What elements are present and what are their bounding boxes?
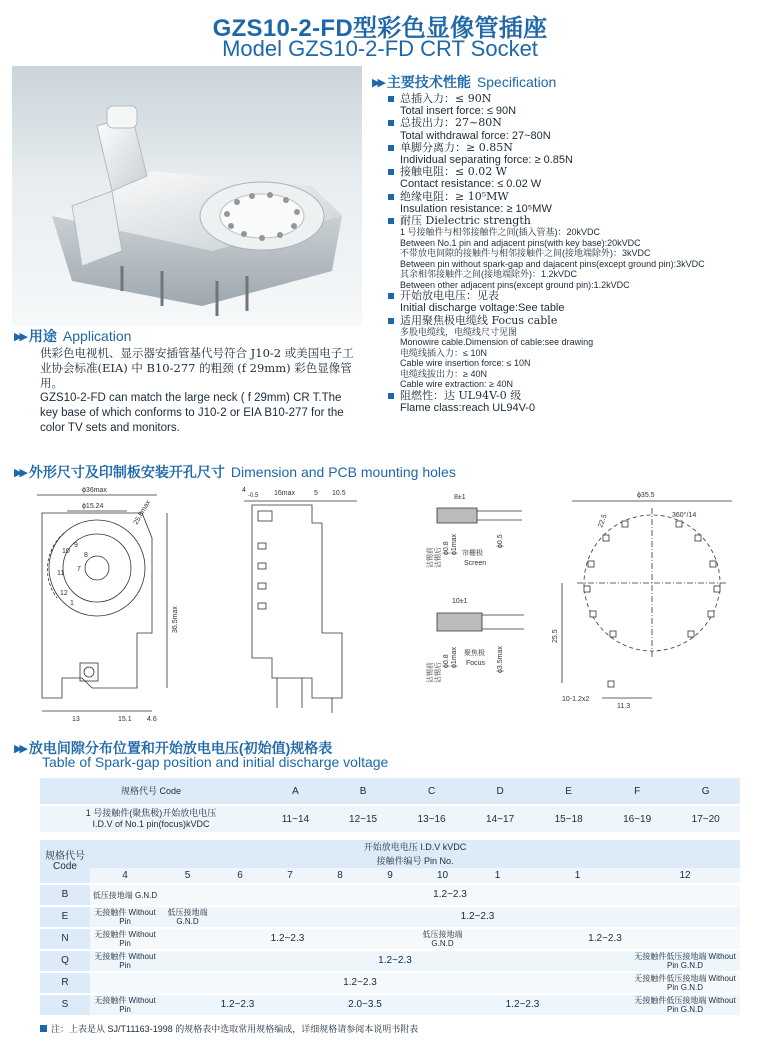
dim-label: 4.6: [147, 716, 157, 723]
arrow-icon: ▶▶: [14, 330, 25, 343]
dim-label: -0.5: [248, 493, 259, 499]
table-row: [40, 884, 740, 906]
pin-label: 10: [62, 548, 70, 555]
title-en: Model GZS10-2-FD CRT Socket: [222, 36, 538, 61]
side-view: [242, 487, 357, 713]
table-cell: C: [397, 778, 466, 805]
table-cell: 5: [160, 868, 215, 884]
spec-cn: 绝缘电阻：≥ 10⁵MW: [400, 189, 509, 203]
dielectric-line: Between other adjacent pins(except ground pin):1.2kVDC: [400, 279, 630, 290]
screen-label-cn: 帘栅极: [462, 550, 483, 557]
table-cell: 开始放电电压 I.D.V kVDC: [90, 840, 740, 854]
cable-detail: [425, 494, 524, 683]
pin-label: 12: [60, 590, 68, 597]
dielectric-line: 1 号接触件与相邻接触件之间(插入管基)：20kVDC: [400, 227, 601, 238]
dielectric-line: 不带放电间隙的接触件与相邻接触件之间(接地端除外)：3kVDC: [400, 248, 651, 259]
table-cell: 12: [630, 868, 740, 884]
dim-label: 360°/14: [672, 512, 697, 519]
row-label-en: I.D.V of No.1 pin(focus)kVDC: [92, 819, 210, 829]
pin-label: 7: [77, 566, 81, 573]
bullet-icon: [388, 194, 394, 200]
spec-en: Flame class:reach UL94V-0: [400, 402, 536, 415]
table-cell: 16~19: [603, 805, 672, 833]
focus-line: Cable wire extraction: ≥ 40N: [400, 379, 513, 390]
table-cell: 9: [365, 868, 415, 884]
dimension-heading-cn: 外形尺寸及印制板安装开孔尺寸: [28, 464, 225, 480]
dim-label: 13: [72, 716, 80, 723]
dim-label: 沾锡后: [435, 662, 442, 683]
dim-label: 25.8max: [132, 499, 153, 526]
table-cell: 无接触件 Without Pin: [90, 928, 160, 950]
code-en: Code: [53, 860, 77, 872]
focus-line: 电缆线插入力：≤ 10N: [400, 347, 487, 358]
footnote-text: 注：上表是从 SJ/T11163-1998 的规格表中选取常用规格编成，详细规格请参阅本说明书附表: [51, 1024, 419, 1034]
spec-item: [388, 191, 748, 215]
table-cell: 无接触件 Without Pin: [90, 994, 160, 1015]
table-row: [40, 854, 740, 868]
table-cell: 无接触件低压接地端 Without Pin G.N.D: [630, 972, 740, 994]
table-row: [40, 950, 740, 972]
bullet-icon: [388, 293, 394, 299]
dim-label: ϕ3.5max: [497, 646, 504, 673]
dim-label: ϕ0.8: [443, 654, 450, 668]
dim-label: 22.5: [597, 513, 609, 529]
bullet-icon: [388, 96, 394, 102]
application-heading-en: Application: [62, 328, 132, 344]
table-cell: N: [40, 928, 90, 950]
table-cell: 规格代号 Code: [40, 778, 262, 805]
table-cell: E: [534, 778, 603, 805]
spec-heading-cn: 主要技术性能: [386, 74, 471, 90]
spec-en: Total withdrawal force: 27~80N: [400, 129, 551, 142]
spec-item: [388, 117, 748, 141]
table-cell: 无接触件低压接地端 Without Pin G.N.D: [630, 950, 740, 972]
spec-item: [388, 142, 748, 166]
dim-label: ϕ0.8: [443, 541, 450, 555]
table-row: [40, 778, 740, 805]
table-cell: A: [262, 778, 329, 805]
dim-label: ϕ1max: [451, 533, 458, 555]
dim-label: 沾锡后: [435, 547, 442, 568]
bullet-icon: [388, 120, 394, 126]
arrow-icon: ▶▶: [372, 76, 383, 89]
spec-item: [388, 166, 748, 190]
table-cell: 14~17: [466, 805, 535, 833]
product-photo: [12, 66, 362, 326]
dielectric-title: 耐压 Dielectric strength: [400, 214, 531, 228]
spec-cn: 阻燃性：达 UL94V-0 级: [400, 388, 522, 402]
dim-label: 10-1.2x2: [562, 696, 590, 703]
gap-heading-en: Table of Spark-gap position and initial discharge voltage: [42, 754, 389, 770]
technical-drawing: [12, 483, 748, 733]
table-cell: 无接触件 Without Pin: [90, 906, 160, 928]
table-cell: 12~15: [329, 805, 398, 833]
table-cell: 1.2~2.3: [160, 994, 315, 1015]
spec-en: Insulation resistance: ≥ 10⁵MW: [400, 202, 552, 215]
table-cell: G: [671, 778, 740, 805]
dim-label: 10.5: [332, 490, 346, 497]
table-row: [40, 868, 740, 884]
bullet-icon: [388, 393, 394, 399]
table-cell: D: [466, 778, 535, 805]
dimension-heading-en: Dimension and PCB mounting holes: [230, 464, 456, 480]
spec-heading-en: Specification: [476, 74, 557, 90]
table-cell: Q: [40, 950, 90, 972]
table-row: [40, 906, 740, 928]
table-cell: 15~18: [534, 805, 603, 833]
table-cell: E: [40, 906, 90, 928]
gap-heading-cn: 放电间隙分布位置和开始放电电压(初始值)规格表: [28, 740, 333, 756]
application-en: GZS10-2-FD can match the large neck ( f 29mm) CR T.The key base of which conforms to J10-2 or EIA B10-277 for the color TV sets and monitors.: [40, 392, 344, 434]
application-heading: [14, 326, 131, 346]
arrow-icon: ▶▶: [14, 466, 25, 479]
application-text: [40, 346, 360, 436]
table-cell: 13~16: [397, 805, 466, 833]
table-cell: 1.2~2.3: [90, 972, 630, 994]
table-cell: [40, 840, 90, 884]
application-cn: 供彩色电视机、显示器安插管基代号符合 J10-2 或美国电子工业协会标准(EIA) 中 B10-277 的粗颈 (f 29mm) 彩色显像管用。: [40, 346, 354, 390]
dim-label: 沾锡前: [427, 662, 434, 683]
row-label-cn: 1 号接触件(聚焦极)开始放电电压: [85, 808, 217, 818]
spec-heading: [372, 72, 556, 92]
table-row: [40, 994, 740, 1015]
application-heading-cn: 用途: [28, 328, 57, 344]
table-cell: 7: [265, 868, 315, 884]
table-row: [40, 840, 740, 854]
spec-item: [388, 93, 748, 117]
table-cell: 10: [415, 868, 470, 884]
table-cell: 4: [90, 868, 160, 884]
dim-label: ϕ0.5: [497, 534, 504, 548]
table-cell: 6: [215, 868, 265, 884]
spec-en: Total insert force: ≤ 90N: [400, 105, 517, 118]
table-row: [40, 928, 740, 950]
dielectric-line: Between No.1 pin and adjacent pins(with key base):20kVDC: [400, 237, 641, 248]
spec-cn: 开始放电电压：见表: [400, 289, 499, 303]
dim-label: ϕ1max: [451, 646, 458, 668]
table-cell: 2.0~3.5: [315, 994, 415, 1015]
dim-label: 沾锡前: [427, 547, 434, 568]
spec-en: Individual separating force: ≥ 0.85N: [400, 154, 573, 167]
focus-line: 电缆线拔出力：≥ 40N: [400, 368, 487, 379]
pin-label: 1: [70, 600, 74, 607]
table-cell: B: [40, 884, 90, 906]
dielectric-line: 其余相邻接触件之间(接地端除外)：1.2kVDC: [400, 269, 578, 280]
table-cell: 1.2~2.3: [215, 906, 740, 928]
focus-label-en: Focus: [466, 660, 486, 667]
bullet-icon: [388, 169, 394, 175]
table-cell: 1: [470, 868, 525, 884]
spec-cn: 单脚分离力：≥ 0.85N: [400, 140, 513, 154]
focus-line: 多股电缆线，电缆线尺寸见图: [400, 326, 518, 337]
dim-label: 10±1: [452, 598, 468, 605]
code-cn: 规格代号: [45, 850, 85, 862]
arrow-icon: ▶▶: [14, 742, 25, 755]
spec-en: Contact resistance: ≤ 0.02 W: [400, 178, 542, 191]
table-cell: 无接触件低压接地端 Without Pin G.N.D: [630, 994, 740, 1015]
spec-item-flame: [388, 390, 748, 414]
table-row: [40, 805, 740, 833]
dim-label: 16max: [274, 490, 296, 497]
table-cell: 1: [525, 868, 630, 884]
table-row: [40, 972, 740, 994]
bullet-icon: [388, 218, 394, 224]
idv-code-table: [40, 778, 740, 834]
table-cell: [40, 805, 262, 833]
spec-cn: 总插入力：≤ 90N: [400, 92, 492, 105]
dim-label: ϕ35.5: [637, 492, 655, 499]
screen-label-en: Screen: [464, 560, 487, 567]
spec-item-focus: [388, 315, 748, 390]
focus-line: Monowire cable.Dimension of cable:see drawing: [400, 337, 594, 348]
pin-label: 11: [57, 570, 65, 577]
dielectric-line: Between pin without spark-gap and dajacent pins(except ground pin):3kVDC: [400, 258, 705, 269]
dim-label: 15.1: [118, 716, 132, 723]
focus-line: Cable wire insertion force: ≤ 10N: [400, 358, 531, 369]
table-cell: 8: [315, 868, 365, 884]
spec-item-discharge: [388, 290, 748, 314]
dimension-drawings: [12, 483, 748, 733]
table-cell: B: [329, 778, 398, 805]
focus-label-cn: 聚焦极: [464, 650, 485, 657]
table-cell: F: [603, 778, 672, 805]
table-cell: 低压接地端 G.N.D: [160, 906, 215, 928]
pin-label: 9: [74, 542, 78, 549]
table-cell: S: [40, 994, 90, 1015]
table-cell: 低压接地端 G.N.D: [415, 928, 470, 950]
pin-label: 8: [84, 552, 88, 559]
bullet-icon: [388, 145, 394, 151]
table-cell: R: [40, 972, 90, 994]
spec-cn: 接触电阻：≤ 0.02 W: [400, 165, 508, 179]
bullet-icon: [40, 1025, 47, 1032]
dimension-heading: [14, 462, 456, 482]
front-view: [37, 487, 179, 723]
bullet-icon: [388, 318, 394, 324]
table-cell: 1.2~2.3: [160, 884, 740, 906]
title-cn: GZS10-2-FD型彩色显像管插座: [212, 15, 548, 42]
spec-item-dielectric: [388, 215, 748, 290]
table-cell: 17~20: [671, 805, 740, 833]
dim-label: ϕ15.24: [82, 503, 104, 510]
focus-title: 适用聚焦极电缆线 Focus cable: [400, 313, 558, 327]
dim-label: 5: [314, 490, 318, 497]
dim-label: 36.5max: [172, 606, 179, 633]
crt-socket-illustration: [12, 66, 362, 326]
table-cell: 接触件编号 Pin No.: [90, 854, 740, 868]
table-cell: 无接触件 Without Pin: [90, 950, 160, 972]
table-cell: 低压接地端 G.N.D: [90, 884, 160, 906]
spec-cn: 总拔出力：27~80N: [400, 116, 502, 130]
dim-label: 8±1: [454, 494, 466, 501]
dim-label: 25.5: [552, 629, 559, 643]
pcb-holes-view: [552, 492, 732, 710]
table-cell: 1.2~2.3: [470, 928, 740, 950]
table-cell: 1.2~2.3: [160, 950, 630, 972]
table-cell: 1.2~2.3: [160, 928, 415, 950]
footnote: [40, 1022, 418, 1035]
dim-label: ϕ36max: [82, 487, 107, 494]
pin-discharge-table: [40, 840, 740, 1015]
table-cell: 11~14: [262, 805, 329, 833]
spec-en: Initial discharge voltage:See table: [400, 302, 565, 315]
dim-label: 11.3: [617, 703, 631, 710]
table-cell: 1.2~2.3: [415, 994, 630, 1015]
dim-label: 4: [242, 487, 246, 494]
spec-list: [388, 93, 748, 414]
